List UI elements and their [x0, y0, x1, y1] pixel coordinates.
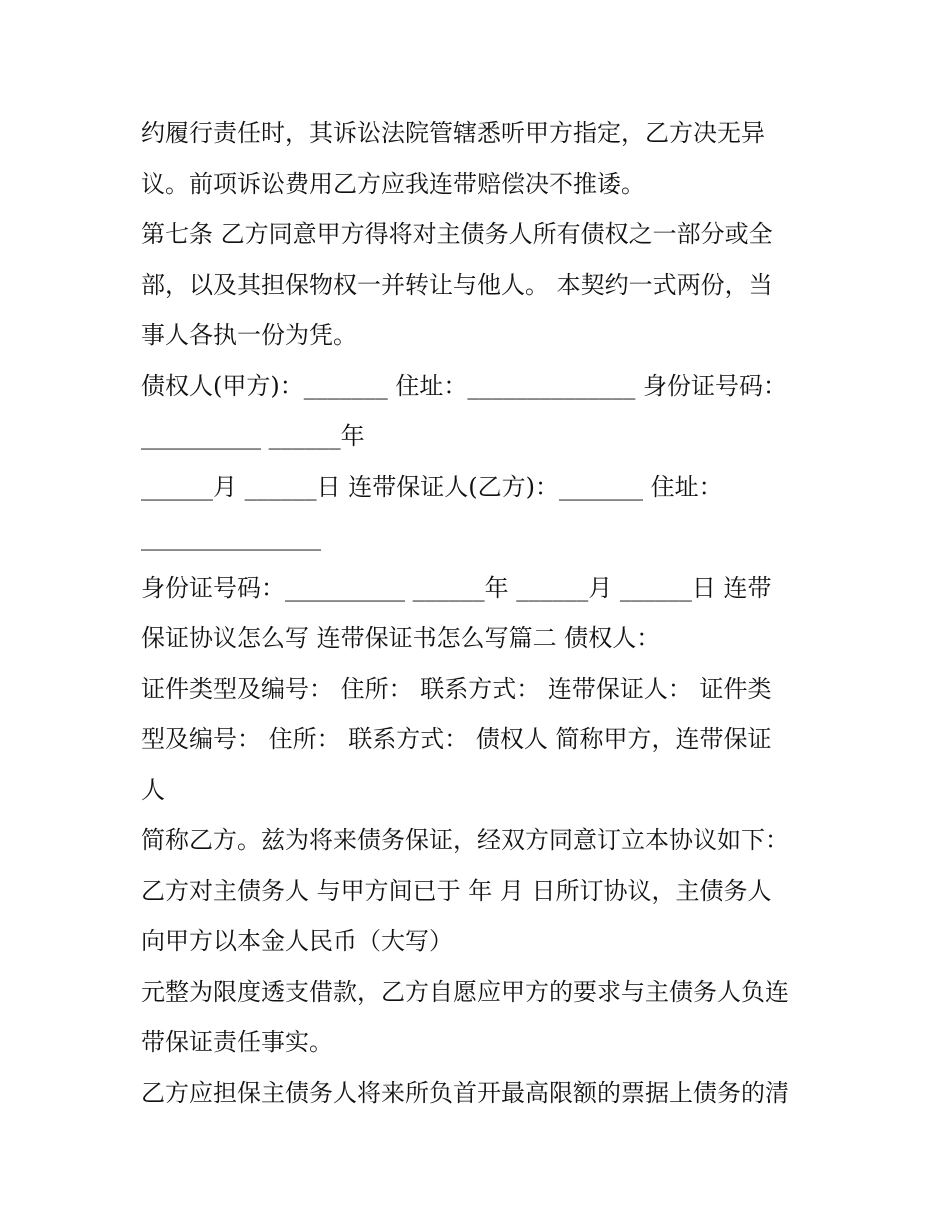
text-line: 保证协议怎么写 连带保证书怎么写篇二 债权人：: [141, 624, 661, 652]
text-line: 身份证号码：__________ ______年 ______月 ______日 连带: [141, 573, 772, 602]
text-line: 元整为限度透支借款，乙方自愿应甲方的要求与主债务人负连: [141, 977, 789, 1006]
text-line: 简称乙方。兹为将来债务保证，经双方同意订立本协议如下：: [141, 826, 789, 854]
document-body: [141, 108, 821, 1118]
text-line: 约履行责任时，其诉讼法院管辖悉听甲方指定，乙方决无异: [141, 119, 765, 147]
text-line: ______月 ______日 连带保证人(乙方)：_______ 住址：: [141, 472, 723, 501]
text-line: 事人各执一份为凭。: [141, 321, 357, 349]
text-line: 债权人(甲方)：_______ 住址：______________ 身份证号码：: [141, 371, 787, 400]
text-line: _______________: [141, 523, 321, 551]
text-line: 部，以及其担保物权一并转让与他人。 本契约一式两份，当: [141, 270, 773, 299]
text-line: __________ ______年: [141, 422, 365, 450]
text-line: 向甲方以本金人民币（大写）: [141, 927, 453, 955]
text-line: 证件类型及编号： 住所： 联系方式： 连带保证人： 证件类: [141, 674, 772, 703]
text-line: 乙方应担保主债务人将来所负首开最高限额的票据上债务的清: [141, 1078, 789, 1107]
text-line: 型及编号： 住所： 联系方式： 债权人 简称甲方，连带保证: [141, 725, 772, 753]
text-line: 乙方对主债务人 与甲方间已于 年 月 日所订协议，主债务人: [141, 876, 772, 905]
text-line: 带保证责任事实。: [141, 1028, 333, 1056]
text-line: 议。前项诉讼费用乙方应我连带赔偿决不推诿。: [141, 169, 645, 198]
text-line: 人: [141, 775, 165, 804]
text-line: 第七条 乙方同意甲方得将对主债务人所有债权之一部分或全: [141, 220, 773, 248]
